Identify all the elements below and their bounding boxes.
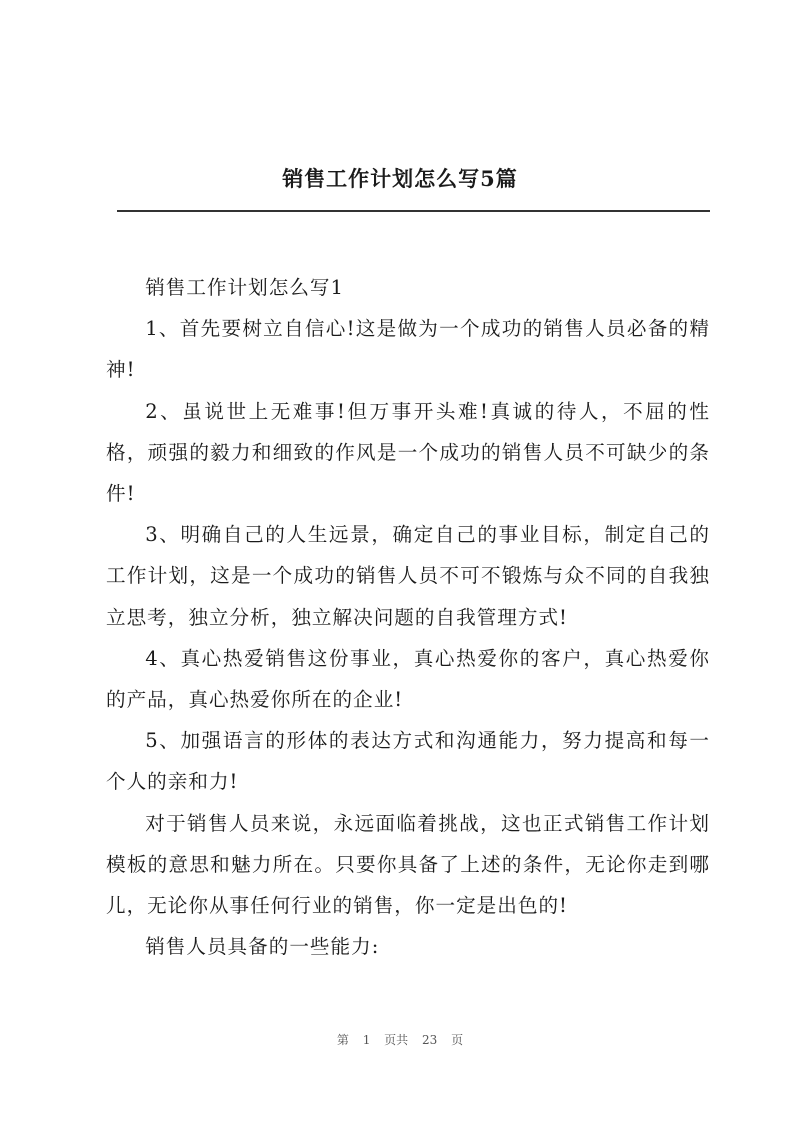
document-title: 销售工作计划怎么写5篇 [282,166,518,191]
document-body [106,267,710,967]
title-divider [117,210,710,212]
page-footer [0,1030,800,1050]
paragraph-abilities-intro: 销售人员具备的一些能力: [145,935,380,959]
footer-total-pages: 23 [422,1033,438,1047]
footer-page-middle: 页共 [384,1033,409,1047]
footer-page-suffix: 页 [451,1033,464,1047]
footer-page-prefix: 第 [336,1033,349,1047]
paragraph-item-1: 1、首先要树立自信心!这是做为一个成功的销售人员必备的精神! [106,317,710,382]
paragraph-item-3: 3、明确自己的人生远景，确定自己的事业目标，制定自己的工作计划，这是一个成功的销售人员不可不锻炼与众不同的自我独立思考，独立分析，独立解决问题的自我管理方式! [106,523,710,629]
paragraph-item-4: 4、真心热爱销售这份事业，真心热爱你的客户，真心热爱你的产品，真心热爱你所在的企业! [106,646,710,712]
paragraph-summary: 对于销售人员来说，永远面临着挑战，这也正式销售工作计划模板的意思和魅力所在。只要你具备了上述的条件，无论你走到哪儿，无论你从事任何行业的销售，你一定是出色的! [106,811,710,918]
paragraph-item-5: 5、加强语言的形体的表达方式和沟通能力，努力提高和每一个人的亲和力! [106,729,710,794]
section-heading: 销售工作计划怎么写1 [145,276,344,299]
footer-page-number: 1 [362,1033,371,1047]
paragraph-item-2: 2、虽说世上无难事!但万事开头难!真诚的待人，不屈的性格，顽强的毅力和细致的作风是一个成功的销售人员不可缺少的条件! [106,399,710,506]
